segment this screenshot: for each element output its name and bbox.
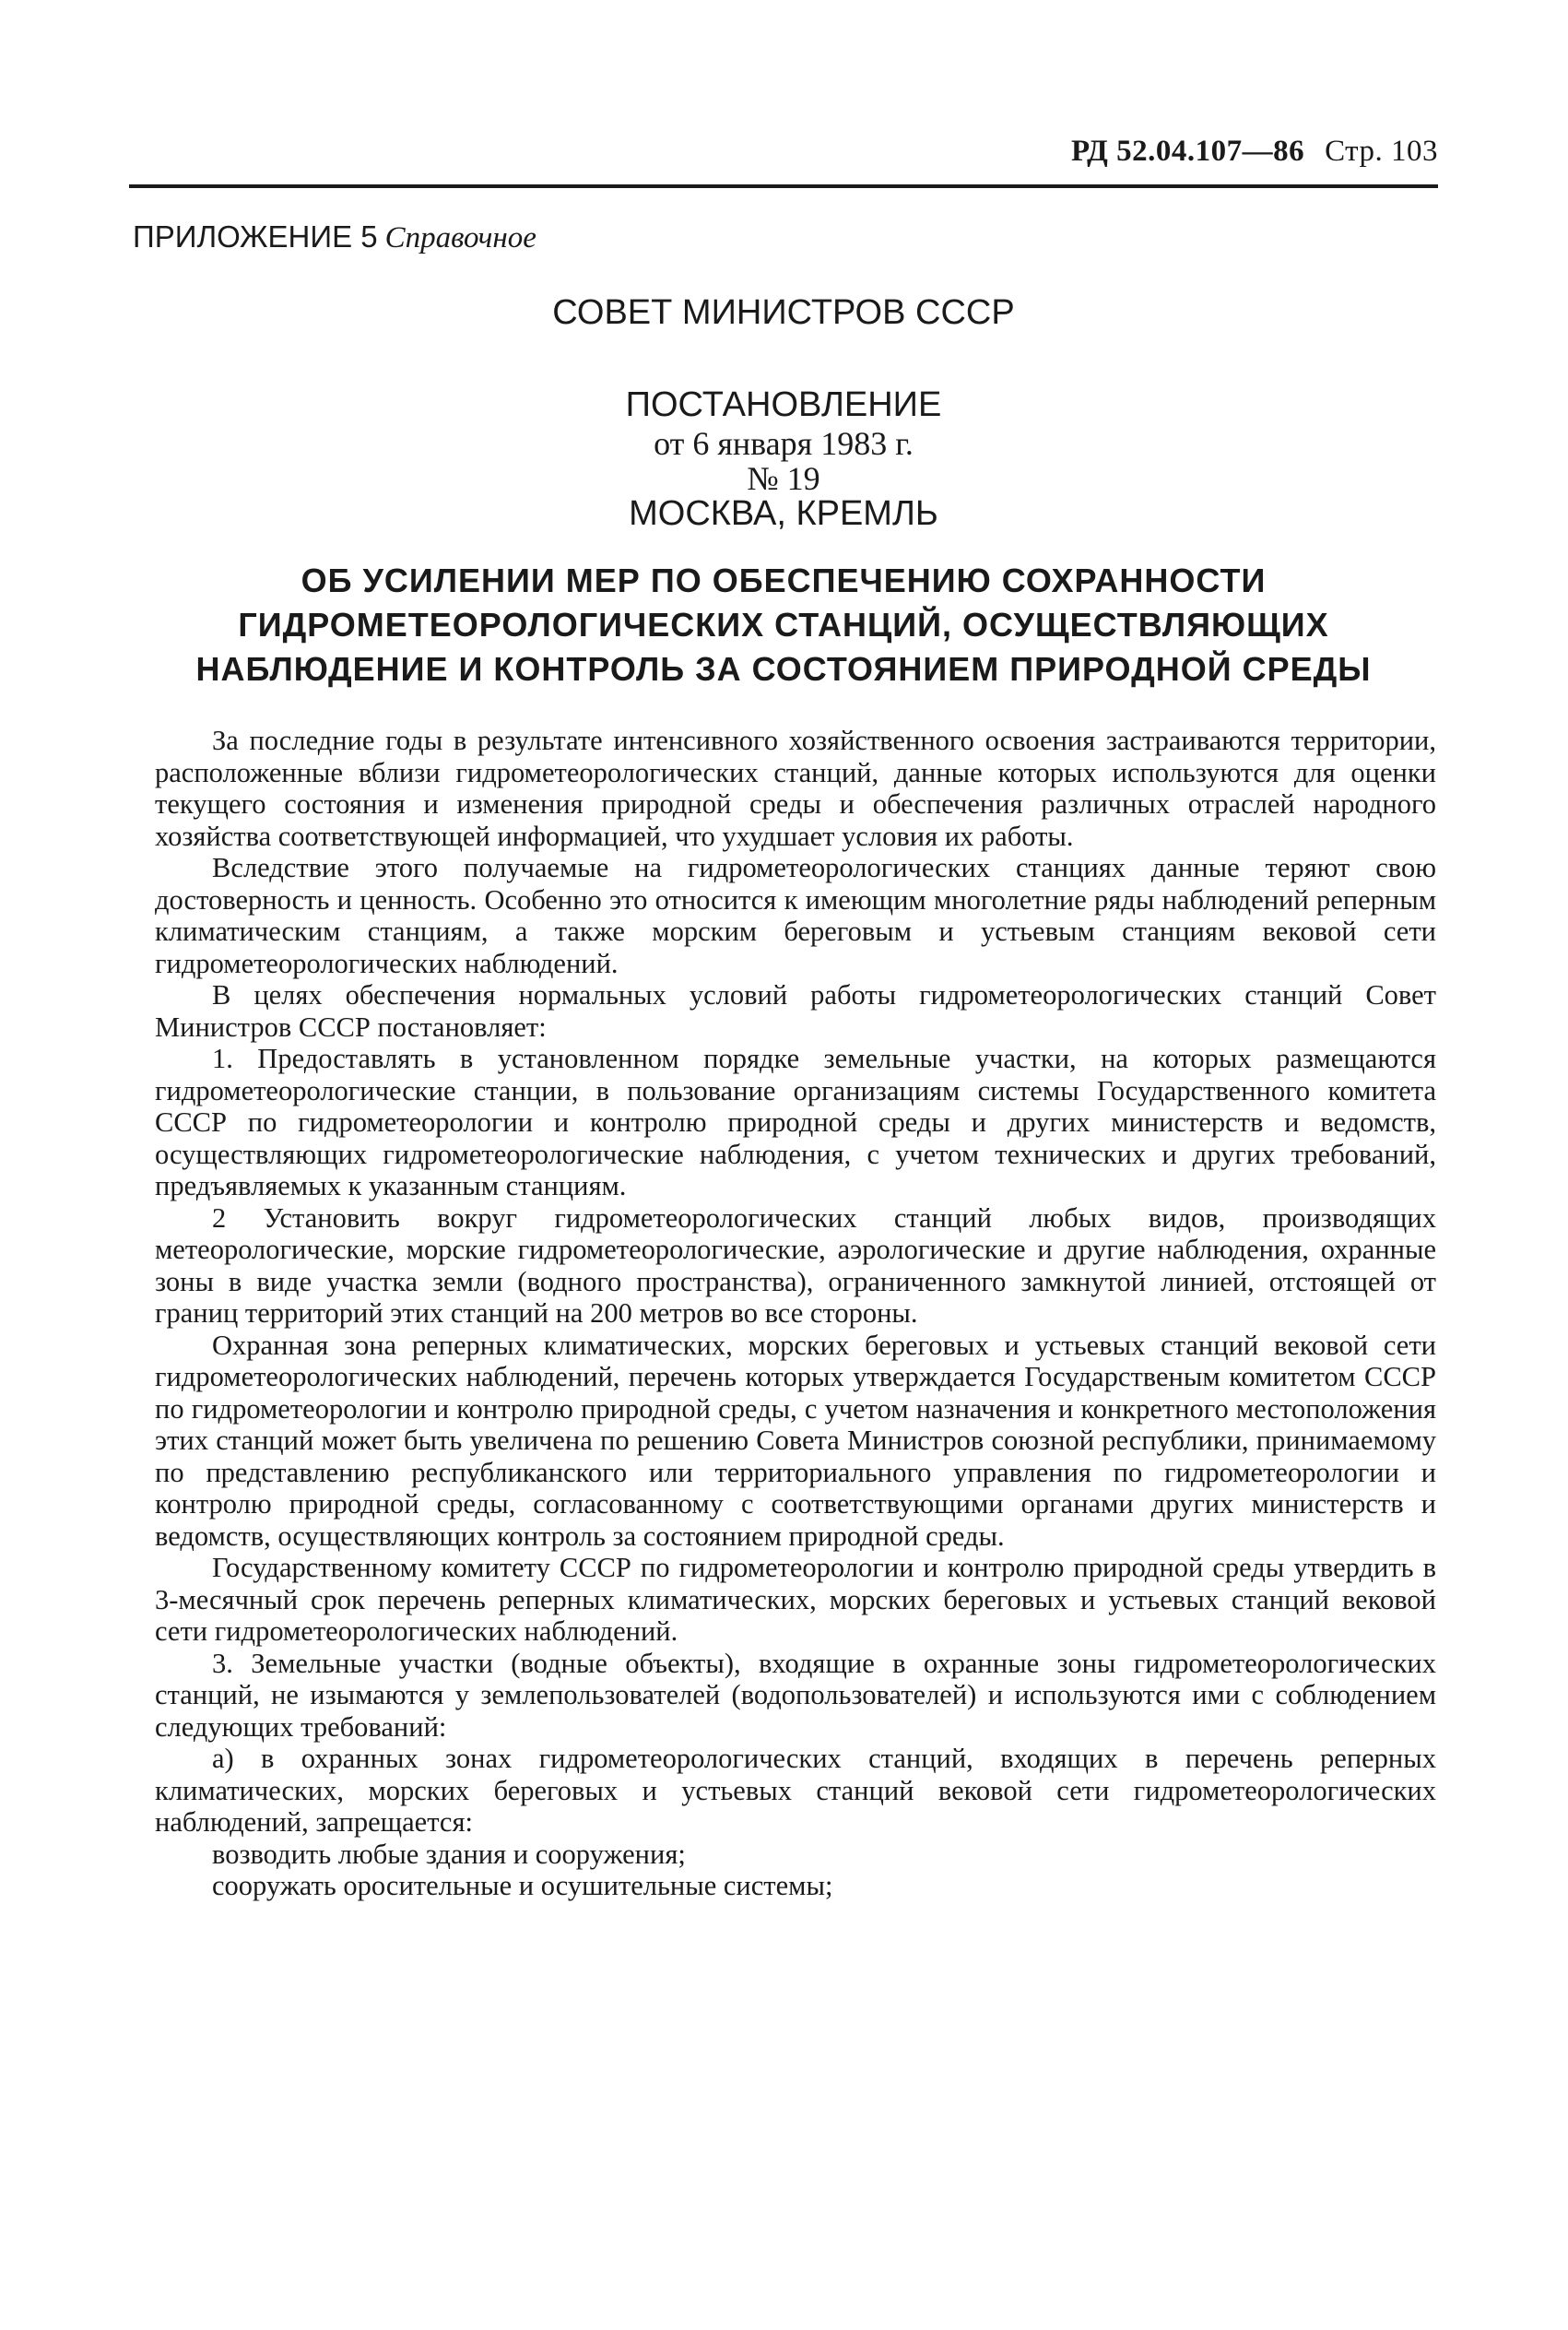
- decree-type: ПОСТАНОВЛЕНИЕ: [625, 385, 942, 424]
- page-number: Стр. 103: [1325, 135, 1438, 168]
- body-paragraph: 3. Земельные участки (водные объекты), входящие в охранные зоны гидрометеорологических станций, не изымаются у землепользователей (водопользователей) и используются ими с соблюдением следующих требований:: [155, 1647, 1436, 1743]
- body-paragraph: Охранная зона реперных климатических, морских береговых и устьевых станций вековой сети гидрометеорологических наблюдений, перечень которых утверждается Государственым комитетом СССР по гидрометеорологии и контролю природной среды, с учетом назначения и конкретного местоположения этих станций может быть увеличена по решению Совета Министров союзной республики, принимаемому по представлению республиканского или территориального управления по гидрометеорологии и контролю природной среды, согласованному с соответствующими органами других министерств и ведомств, осуществляющих контроль за состоянием природной среды.: [155, 1329, 1436, 1552]
- decree-title: [147, 559, 1420, 692]
- decree-title-line: ОБ УСИЛЕНИИ МЕР ПО ОБЕСПЕЧЕНИЮ СОХРАННОСТИ: [301, 562, 1267, 599]
- decree-date: от 6 января 1983 г.: [654, 425, 914, 462]
- appendix-heading: [133, 219, 536, 255]
- body-paragraph: За последние годы в результате интенсивного хозяйственного освоения застраиваются территории, расположенные вблизи гидрометеорологических станций, данные которых используются для оценки текущего состояния и изменения природной среды и обеспечения различных отраслей народного хозяйства соответствующей информацией, что ухудшает условия их работы.: [155, 725, 1436, 852]
- list-item: сооружать оросительные и осушительные системы;: [212, 1870, 833, 1901]
- decree-body: [155, 725, 1436, 1902]
- body-paragraph: 2 Установить вокруг гидрометеорологических станций любых видов, производящих метеорологические, морские гидрометеорологические, аэрологические и другие наблюдения, охранные зоны в виде участка земли (водного пространства), ограниченного замкнутой линией, отстоящей от границ территорий этих станций на 200 метров во все стороны.: [155, 1201, 1436, 1329]
- running-head: [129, 135, 1438, 169]
- document-code: РД 52.04.107—86: [1071, 135, 1305, 168]
- body-paragraph: Государственному комитету СССР по гидрометеорологии и контролю природной среды утвердить в 3-месячный срок перечень реперных климатических, морских береговых и устьевых станций вековой сети гидрометеорологических наблюдений.: [155, 1552, 1436, 1647]
- body-paragraph: В целях обеспечения нормальных условий работы гидрометеорологических станций Совет Министров СССР постановляет:: [155, 979, 1436, 1043]
- body-paragraph: Вследствие этого получаемые на гидрометеорологических станциях данные теряют свою достоверность и ценность. Особенно это относится к имеющим многолетние ряды наблюдений реперным климатическим станциям, а также морским береговым и устьевым станциям вековой сети гидрометеорологических наблюдений.: [155, 852, 1436, 979]
- body-paragraph: а) в охранных зонах гидрометеорологических станций, входящих в перечень реперных климатических, морских береговых и устьевых станций вековой сети гидрометеорологических наблюдений, запрещается:: [155, 1743, 1436, 1838]
- decree-title-line: НАБЛЮДЕНИЕ И КОНТРОЛЬ ЗА СОСТОЯНИЕМ ПРИРОДНОЙ СРЕДЫ: [195, 650, 1372, 688]
- appendix-label: ПРИЛОЖЕНИЕ 5: [133, 219, 378, 254]
- list-item: возводить любые здания и сооружения;: [212, 1838, 686, 1870]
- body-paragraph: 1. Предоставлять в установленном порядке земельные участки, на которых размещаются гидрометеорологические станции, в пользование организациям системы Государственного комитета СССР по гидрометеорологии и контролю природной среды и других министерств и ведомств, осуществляющих гидрометеорологические наблюдения, с учетом технических и других требований, предъявляемых к указанным станциям.: [155, 1043, 1436, 1201]
- decree-number: № 19: [747, 460, 820, 497]
- appendix-note: Справочное: [384, 221, 536, 254]
- decree-place: МОСКВА, КРЕМЛЬ: [629, 494, 938, 533]
- issuer-heading: СОВЕТ МИНИСТРОВ СССР: [552, 293, 1015, 332]
- decree-title-line: ГИДРОМЕТЕОРОЛОГИЧЕСКИХ СТАНЦИЙ, ОСУЩЕСТВЛЯЮЩИХ: [238, 606, 1329, 644]
- header-divider: [129, 184, 1438, 188]
